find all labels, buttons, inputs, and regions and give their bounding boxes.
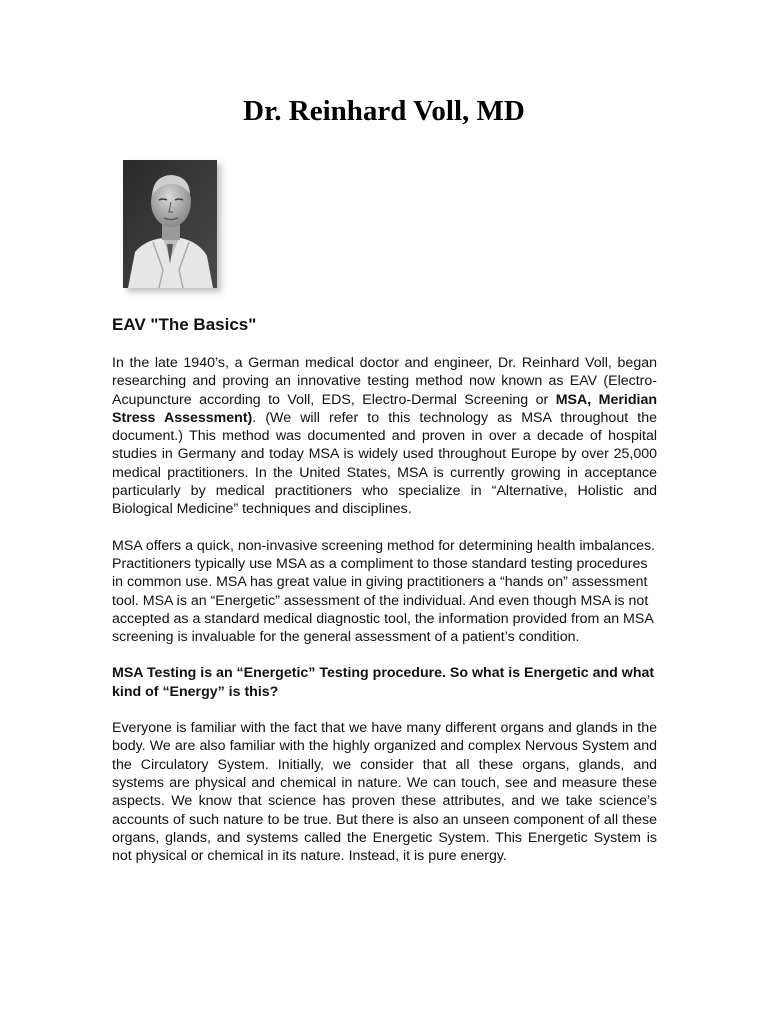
paragraph-eav-history — [112, 354, 657, 519]
section-heading: EAV "The Basics" — [112, 315, 257, 334]
paragraph-energetic-system: Everyone is familiar with the fact that we have many different organs and glands in the body. We are also familiar with the highly organized and complex Nervous System and the Circulatory System. Initially, we consider that all these organs, glands, and systems are physical and chemical in nature. We can touch, see and measure these aspects. We know that science has proven these attributes, and we take science’s accounts of such nature to be true. But there is also an unseen component of all these organs, glands, and systems called the Energetic System. This Energetic System is not physical or chemical in its nature. Instead, it is pure energy. — [112, 720, 657, 865]
paragraph-msa-overview: MSA offers a quick, non-invasive screening method for determining health imbalances. Practitioners typically use MSA as a compliment to those standard testing procedures in common use. MSA has great value in giving practitioners a “hands on” assessment tool. MSA is an “Energetic” assessment of the individual. And even though MSA is not accepted as a standard medical diagnostic tool, the information provided from an MSA screening is invaluable for the general assessment of a patient’s condition. — [112, 537, 656, 646]
paragraph-text: In the late 1940’s, a German medical doctor and engineer, Dr. Reinhard Voll, began researching and proving an innovative testing method now known as EAV (Electro-Acupuncture according to Voll, EDS, Electro-Dermal Screening or — [112, 355, 657, 408]
subheading-energetic: MSA Testing is an “Energetic” Testing procedure. So what is Energetic and what kind of “Energy” is this? — [112, 665, 655, 700]
portrait-photo-icon — [123, 160, 217, 288]
page-title: Dr. Reinhard Voll, MD — [243, 95, 525, 127]
paragraph-text: . (We will refer to this technology as MSA throughout the document.) This method was documented and proven in over a decade of hospital studies in Germany and today MSA is widely used throughout Europe by over 25,000 medical practitioners. In the United States, MSA is currently growing in acceptance particularly by medical practitioners who specialize in “Alternative, Holistic and Biological Medicine” techniques and disciplines. — [112, 409, 657, 518]
portrait-photo — [123, 160, 217, 288]
bold-text-msa: MSA, Meridian Stress Assessment) — [112, 391, 658, 426]
document-body — [112, 314, 657, 883]
